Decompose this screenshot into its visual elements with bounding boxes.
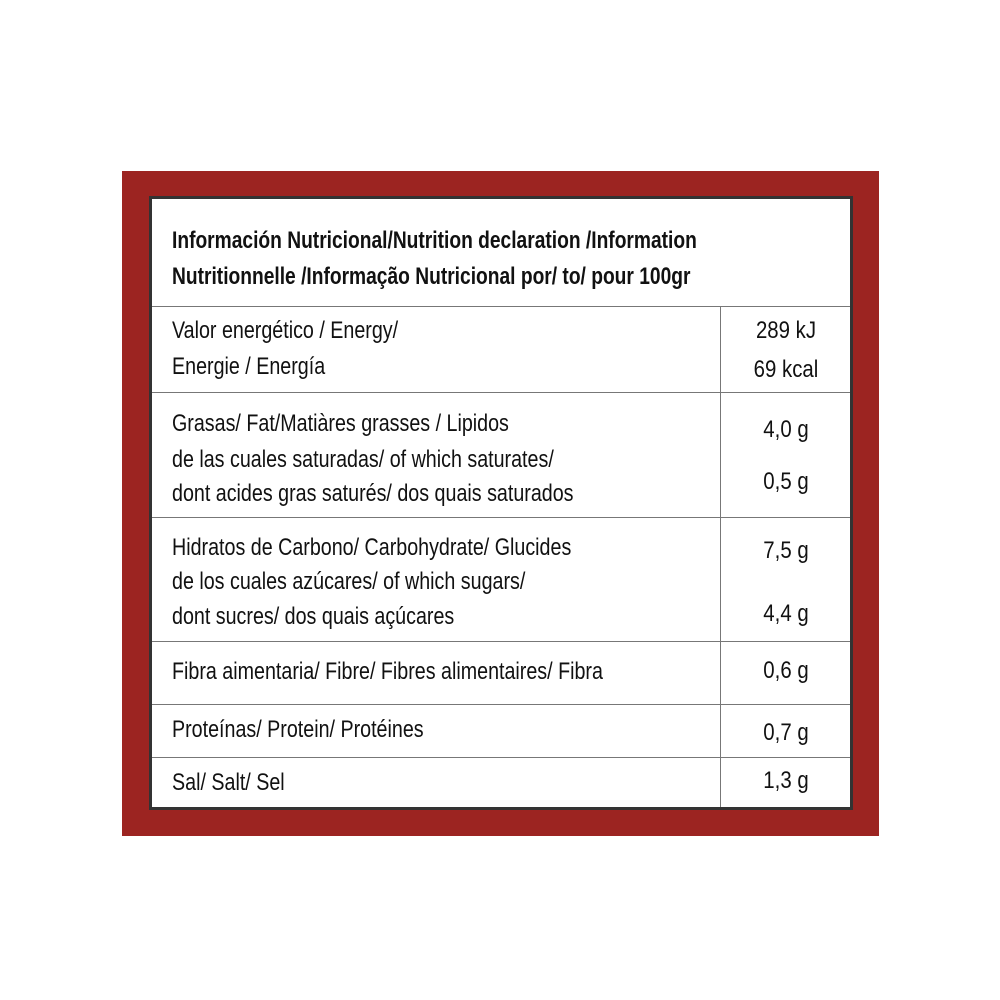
energy-label: Valor energético / Energy/ xyxy=(172,317,399,344)
energy-label: Energie / Energía xyxy=(172,353,326,380)
saturates-label: dont acides gras saturés/ dos quais saturados xyxy=(172,480,574,507)
divider xyxy=(152,704,850,705)
sugars-label: dont sucres/ dos quais açúcares xyxy=(172,603,455,630)
protein-value: 0,7 g xyxy=(763,719,809,746)
column-divider xyxy=(720,307,721,807)
carbohydrate-label: Hidratos de Carbono/ Carbohydrate/ Glucides xyxy=(172,534,572,561)
fibre-label: Fibra aimentaria/ Fibre/ Fibres alimentaires/ Fibra xyxy=(172,658,603,685)
divider xyxy=(152,306,850,307)
sugars-label: de los cuales azúcares/ of which sugars/ xyxy=(172,568,526,595)
divider xyxy=(152,641,850,642)
divider xyxy=(152,392,850,393)
fat-value: 4,0 g xyxy=(763,416,809,443)
fat-label: Grasas/ Fat/Matiàres grasses / Lipidos xyxy=(172,410,509,437)
table-title-line-1: Información Nutricional/Nutrition declaration /Information xyxy=(172,227,697,254)
protein-label: Proteínas/ Protein/ Protéines xyxy=(172,716,424,743)
energy-kj-value: 289 kJ xyxy=(755,317,817,344)
energy-kcal-value: 69 kcal xyxy=(753,356,819,383)
sugars-value: 4,4 g xyxy=(763,600,809,627)
saturates-label: de las cuales saturadas/ of which saturates/ xyxy=(172,446,554,473)
salt-label: Sal/ Salt/ Sel xyxy=(172,769,285,796)
saturates-value: 0,5 g xyxy=(763,468,809,495)
table-title-line-2: Nutritionnelle /Informação Nutricional por/ to/ pour 100gr xyxy=(172,263,691,290)
divider xyxy=(152,757,850,758)
carbohydrate-value: 7,5 g xyxy=(763,537,809,564)
divider xyxy=(152,517,850,518)
salt-value: 1,3 g xyxy=(763,767,809,794)
fibre-value: 0,6 g xyxy=(763,657,809,684)
